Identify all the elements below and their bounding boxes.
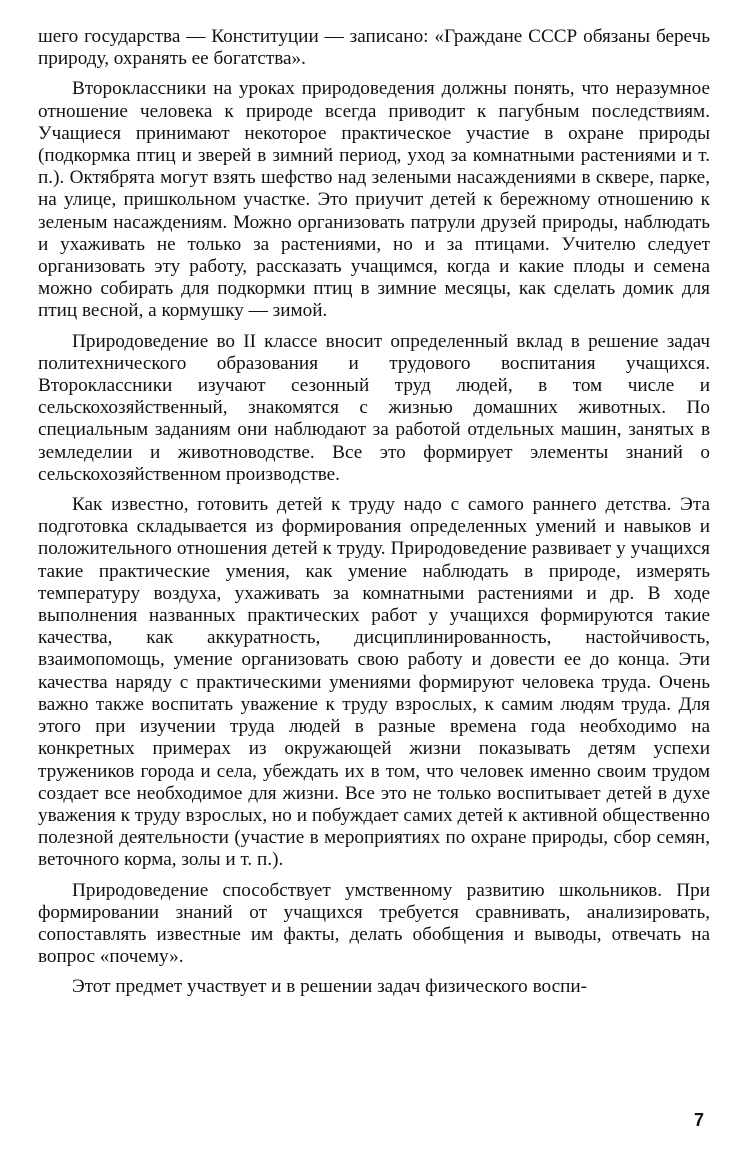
paragraph-1: шего государства — Конституции — записано: «Граждане СССР обязаны беречь природу, охранять ее богатства». [38, 26, 710, 70]
paragraph-3: Природоведение во II классе вносит определенный вклад в решение задач политехнического образования и трудового воспитания учащихся. Второклассники изучают сезонный труд людей, в том числе и сельскохозяйственный, знакомятся с жизнью домашних животных. По специальным заданиям они наблюдают за работой отдельных машин, занятых в земледелии и животноводстве. Все это формирует элементы знаний о сельскохозяйственном производстве. [38, 330, 710, 485]
paragraph-5: Природоведение способствует умственному развитию школьников. При формировании знаний от учащихся требуется сравнивать, анализировать, сопоставлять известные им факты, делать обобщения и выводы, отвечать на вопрос «почему». [38, 879, 710, 968]
paragraph-4: Как известно, готовить детей к труду надо с самого раннего детства. Эта подготовка складывается из формирования определенных умений и навыков и положительного отношения детей к труду. Природоведение развивает у учащихся такие практические умения, как умение наблюдать в природе, измерять температуру воздуха, ухаживать за комнатными растениями и др. В ходе выполнения названных практических работ у учащихся формируются такие качества, как аккуратность, дисциплинированность, настойчивость, взаимопомощь, умение организовать свою работу и довести ее до конца. Эти качества наряду с практическими умениями формируют человека труда. Очень важно также воспитать уважение к труду взрослых, к самим людям труда. Для этого при изучении труда людей в разные времена года необходимо на конкретных примерах из окружающей жизни показывать детям успехи тружеников города и села, убеждать их в том, что человек именно своим трудом создает все необходимое для жизни. Все это не только воспитывает детей в духе уважения к труду взрослых, но и побуждает самих детей к активной общественно полезной деятельности (участие в мероприятиях по охране природы, сбор семян, веточного корма, золы и т. п.). [38, 494, 710, 871]
paragraph-6: Этот предмет участвует и в решении задач физического воспи- [72, 976, 588, 998]
page-text [38, 26, 710, 999]
paragraph-2: Второклассники на уроках природоведения должны понять, что неразумное отношение человека к природе всегда приводит к пагубным последствиям. Учащиеся принимают некоторое практическое участие в охране природы (подкормка птиц и зверей в зимний период, уход за комнатными растениями и т. п.). Октябрята могут взять шефство над зелеными насаждениями в сквере, парке, на улице, пришкольном участке. Это приучит детей к бережному отношению к зеленым насаждениям. Можно организовать патрули друзей природы, наблюдать и ухаживать не только за растениями, но и за птицами. Учителю следует организовать эту работу, рассказать учащимся, когда и какие плоды и семена можно собирать для подкормки птиц в зимние месяцы, как сделать домик для птиц весной, а кормушку — зимой. [38, 78, 710, 322]
page-number: 7 [693, 1110, 704, 1130]
